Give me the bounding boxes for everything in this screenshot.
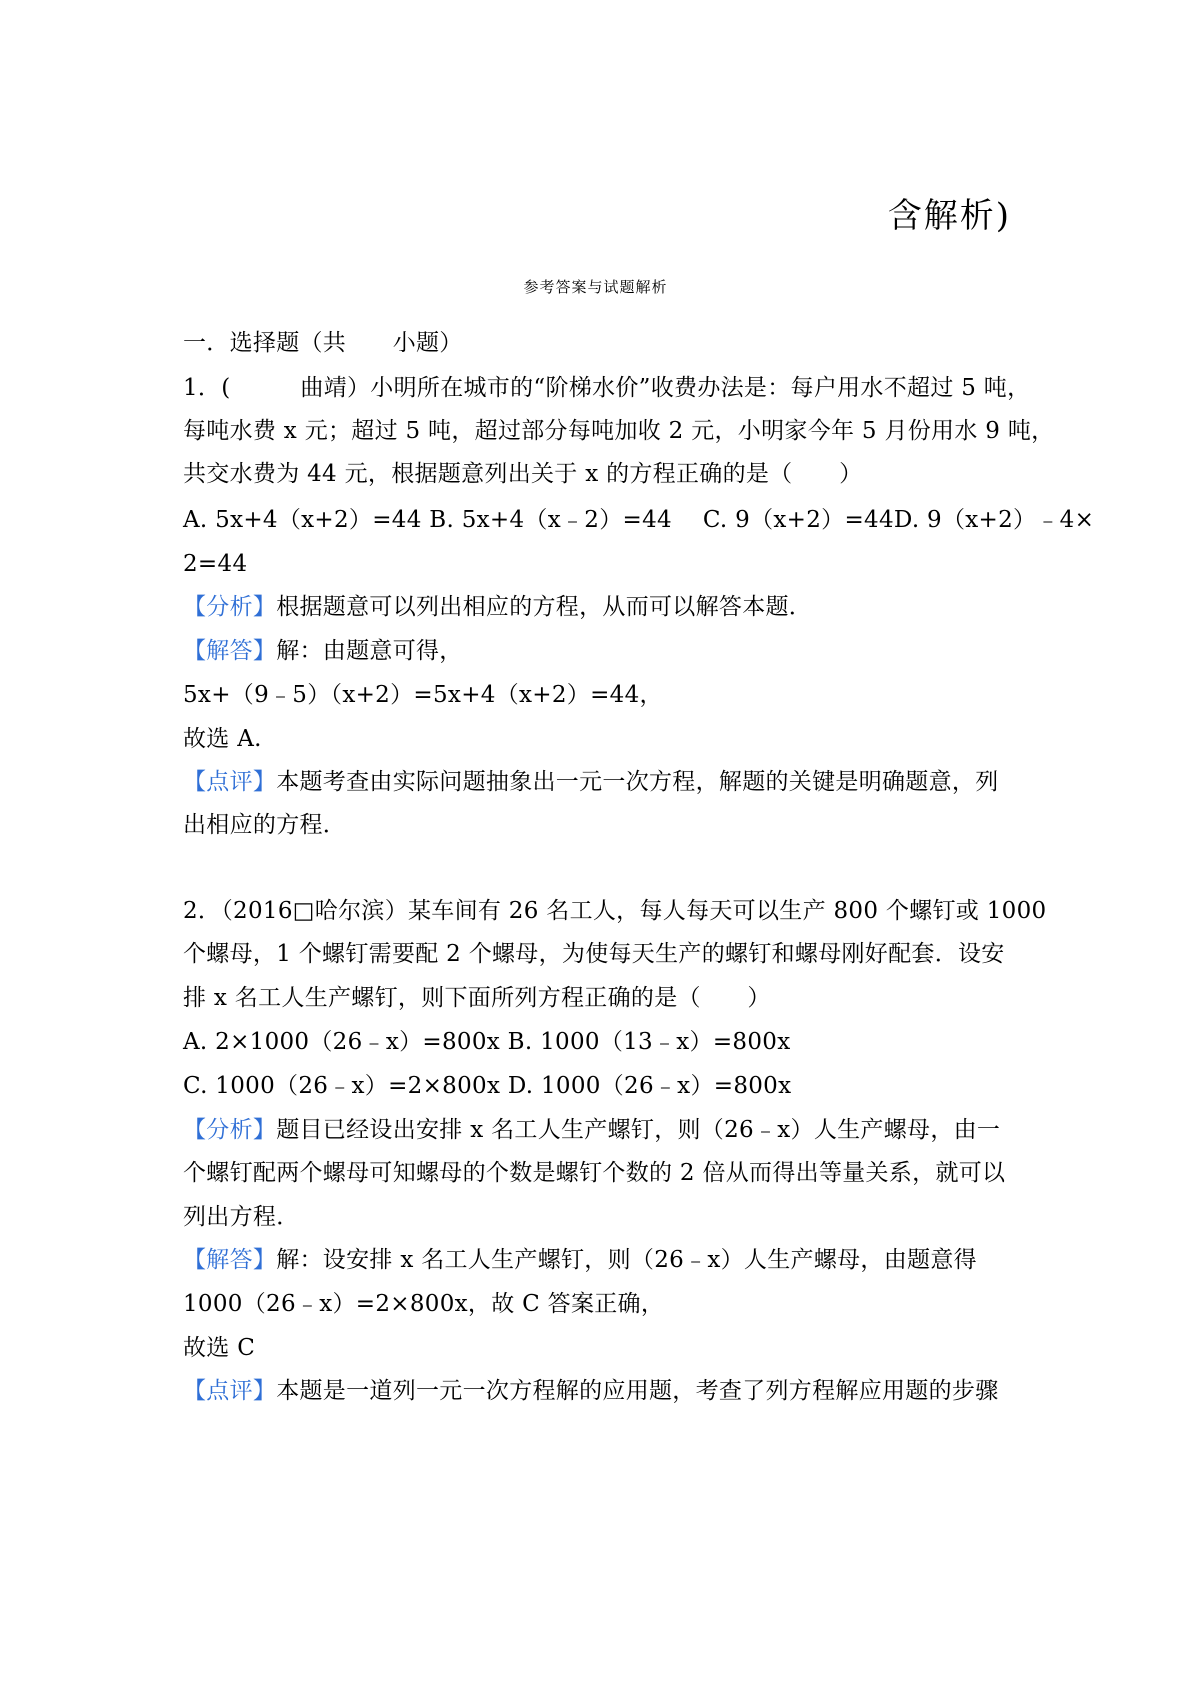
q1-answer-line-2: 故选 A. xyxy=(183,726,262,752)
analysis-text: 题目已经设出安排 x 名工人生产螺钉，则（26﹣x）人生产螺母，由一 xyxy=(276,1117,1001,1143)
q2-stem-line-2: 个螺母，1 个螺钉需要配 2 个螺母，为使每天生产的螺钉和螺母刚好配套．设安 xyxy=(183,941,1005,967)
q2-analysis xyxy=(183,1115,1018,1145)
section-heading: 一．选择题（共 小题） xyxy=(183,330,463,356)
analysis-tag: 【分析】 xyxy=(183,1117,277,1143)
q1-analysis xyxy=(183,592,1018,622)
q1-options-line-1: A. 5x+4（x+2）=44 B. 5x+4（x﹣2）=44 C. 9（x+2）=44D. 9（x+2）﹣4× xyxy=(183,507,1095,533)
analysis-text: 根据题意可以列出相应的方程，从而可以解答本题． xyxy=(276,594,813,620)
q1-stem-line-2: 每吨水费 x 元；超过 5 吨，超过部分每吨加收 2 元，小明家今年 5 月份用水 9 吨， xyxy=(183,418,1055,444)
q1-comment-cont: 出相应的方程． xyxy=(183,812,347,838)
document-title: 含解析) xyxy=(887,196,1011,236)
q1-answer xyxy=(183,636,1018,666)
answer-text: 解：由题意可得， xyxy=(276,638,463,664)
q1-stem-line-3: 共交水费为 44 元，根据题意列出关于 x 的方程正确的是（ ） xyxy=(183,461,863,487)
q1-answer-line-1: 5x+（9﹣5）（x+2）=5x+4（x+2）=44， xyxy=(183,682,663,708)
q2-comment xyxy=(183,1376,1018,1406)
analysis-tag: 【分析】 xyxy=(183,594,277,620)
q2-options-line-1: A. 2×1000（26﹣x）=800x B. 1000（13﹣x）=800x xyxy=(183,1029,791,1055)
answer-text: 解：设安排 x 名工人生产螺钉，则（26﹣x）人生产螺母，由题意得 xyxy=(276,1247,977,1273)
comment-tag: 【点评】 xyxy=(183,769,277,795)
q1-options-line-2: 2=44 xyxy=(183,551,248,577)
q2-analysis-cont-1: 个螺钉配两个螺母可知螺母的个数是螺钉个数的 2 倍从而得出等量关系，就可以 xyxy=(183,1160,1006,1186)
q1-stem-line-1: 1．( 曲靖）小明所在城市的“阶梯水价”收费办法是：每户用水不超过 5 吨， xyxy=(183,375,1031,401)
q2-analysis-cont-2: 列出方程． xyxy=(183,1204,300,1230)
comment-text: 本题考查由实际问题抽象出一元一次方程，解题的关键是明确题意，列 xyxy=(276,769,999,795)
document-subtitle: 参考答案与试题解析 xyxy=(523,278,668,296)
comment-text: 本题是一道列一元一次方程解的应用题，考查了列方程解应用题的步骤 xyxy=(276,1378,999,1404)
answer-tag: 【解答】 xyxy=(183,1247,277,1273)
q2-options-line-2: C. 1000（26﹣x）=2×800x D. 1000（26﹣x）=800x xyxy=(183,1073,792,1099)
comment-tag: 【点评】 xyxy=(183,1378,277,1404)
q2-answer-line-2: 故选 C xyxy=(183,1335,256,1361)
q1-comment xyxy=(183,767,1018,797)
q2-stem-line-3: 排 x 名工人生产螺钉，则下面所列方程正确的是（ ） xyxy=(183,985,771,1011)
q2-answer xyxy=(183,1245,1018,1275)
q2-answer-line-1: 1000（26﹣x）=2×800x，故 C 答案正确， xyxy=(183,1291,665,1317)
q2-stem-line-1: 2．（2016□哈尔滨）某车间有 26 名工人，每人每天可以生产 800 个螺钉或 1000 xyxy=(183,898,1047,924)
answer-tag: 【解答】 xyxy=(183,638,277,664)
